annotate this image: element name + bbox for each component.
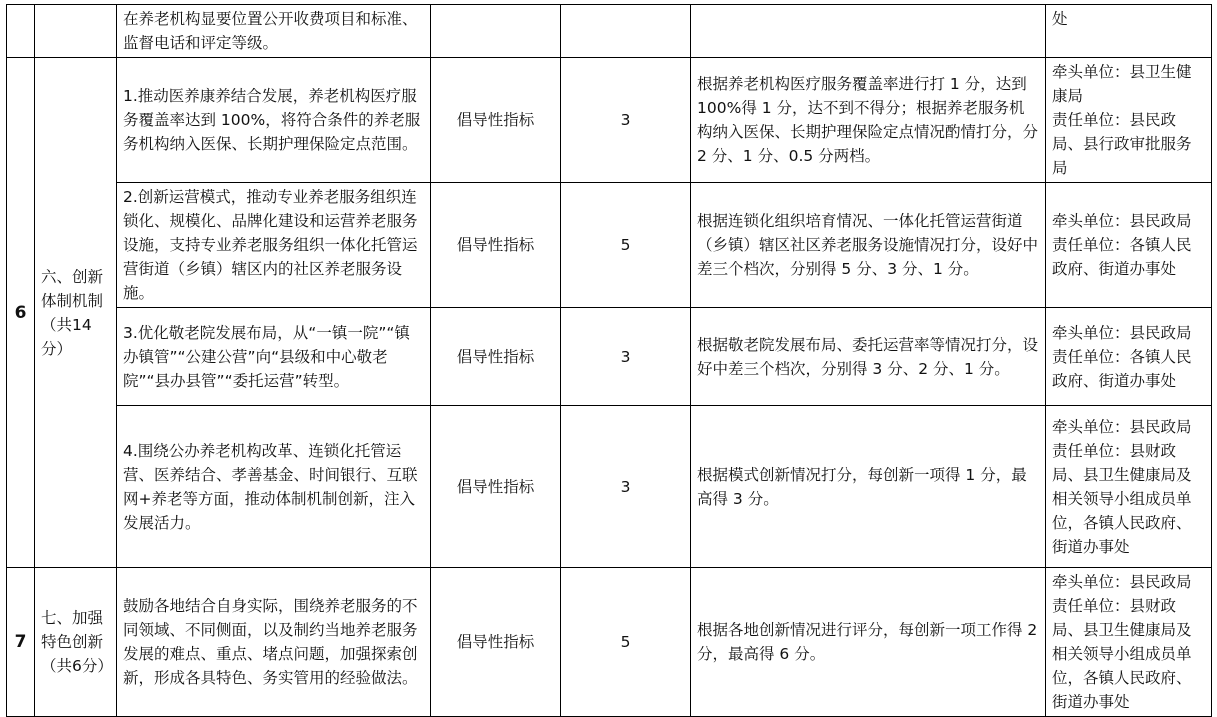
row-number: 7	[7, 568, 35, 717]
scoring-rule-cell: 根据各地创新情况进行评分，每创新一项工作得 2 分，最高得 6 分。	[691, 568, 1046, 717]
content-cell: 在养老机构显要位置公开收费项目和标准、监督电话和评定等级。	[117, 5, 431, 58]
evaluation-table	[6, 4, 1212, 717]
scoring-rule-cell: 根据模式创新情况打分，每创新一项得 1 分，最高得 3 分。	[691, 406, 1046, 568]
responsible-unit-cell: 牵头单位：县民政局 责任单位：各镇人民政府、街道办事处	[1046, 308, 1212, 406]
responsible-unit-cell: 牵头单位：县民政局 责任单位：县财政局、县卫生健康局及相关领导小组成员单位，各镇人民政府、街道办事处	[1046, 406, 1212, 568]
table-row	[7, 5, 1212, 58]
responsible-unit-cell: 牵头单位：县民政局 责任单位：各镇人民政府、街道办事处	[1046, 183, 1212, 308]
scoring-rule-cell	[691, 5, 1046, 58]
scoring-rule-cell: 根据连锁化组织培育情况、一体化托管运营街道（乡镇）辖区社区养老服务设施情况打分，设好中差三个档次，分别得 5 分、3 分、1 分。	[691, 183, 1046, 308]
table-row	[7, 183, 1212, 308]
content-cell: 3.优化敬老院发展布局，从“一镇一院”“镇办镇管”“公建公营”向“县级和中心敬老院”“县办县管”“委托运营”转型。	[117, 308, 431, 406]
score-cell: 5	[561, 183, 691, 308]
row-number	[7, 5, 35, 58]
score-cell: 5	[561, 568, 691, 717]
responsible-unit-cell: 牵头单位：县卫生健康局 责任单位：县民政局、县行政审批服务局	[1046, 58, 1212, 183]
table-row	[7, 406, 1212, 568]
content-cell: 4.围绕公办养老机构改革、连锁化托管运营、医养结合、孝善基金、时间银行、互联网+养老等方面，推动体制机制创新，注入发展活力。	[117, 406, 431, 568]
indicator-type-cell: 倡导性指标	[431, 58, 561, 183]
indicator-type-cell: 倡导性指标	[431, 568, 561, 717]
content-cell: 2.创新运营模式，推动专业养老服务组织连锁化、规模化、品牌化建设和运营养老服务设施，支持专业养老服务组织一体化托管运营街道（乡镇）辖区内的社区养老服务设施。	[117, 183, 431, 308]
score-cell: 3	[561, 406, 691, 568]
category-cell	[35, 5, 117, 58]
category-cell: 七、加强特色创新（共6分）	[35, 568, 117, 717]
score-cell	[561, 5, 691, 58]
indicator-type-cell: 倡导性指标	[431, 183, 561, 308]
content-cell: 鼓励各地结合自身实际，围绕养老服务的不同领域、不同侧面，以及制约当地养老服务发展的难点、重点、堵点问题，加强探索创新，形成各具特色、务实管用的经验做法。	[117, 568, 431, 717]
table-row	[7, 58, 1212, 183]
table-row	[7, 568, 1212, 717]
responsible-unit-cell: 牵头单位：县民政局 责任单位：县财政局、县卫生健康局及相关领导小组成员单位，各镇人民政府、街道办事处	[1046, 568, 1212, 717]
indicator-type-cell: 倡导性指标	[431, 406, 561, 568]
score-cell: 3	[561, 308, 691, 406]
score-cell: 3	[561, 58, 691, 183]
scoring-rule-cell: 根据养老机构医疗服务覆盖率进行打 1 分，达到 100%得 1 分，达不到不得分；根据养老服务机构纳入医保、长期护理保险定点情况酌情打分，分 2 分、1 分、0.5 分两档。	[691, 58, 1046, 183]
scoring-rule-cell: 根据敬老院发展布局、委托运营率等情况打分，设好中差三个档次，分别得 3 分、2 分、1 分。	[691, 308, 1046, 406]
row-number: 6	[7, 58, 35, 568]
table-row	[7, 308, 1212, 406]
responsible-unit-cell: 处	[1046, 5, 1212, 58]
indicator-type-cell	[431, 5, 561, 58]
category-cell: 六、创新体制机制（共14分）	[35, 58, 117, 568]
indicator-type-cell: 倡导性指标	[431, 308, 561, 406]
content-cell: 1.推动医养康养结合发展，养老机构医疗服务覆盖率达到 100%，将符合条件的养老服务机构纳入医保、长期护理保险定点范围。	[117, 58, 431, 183]
